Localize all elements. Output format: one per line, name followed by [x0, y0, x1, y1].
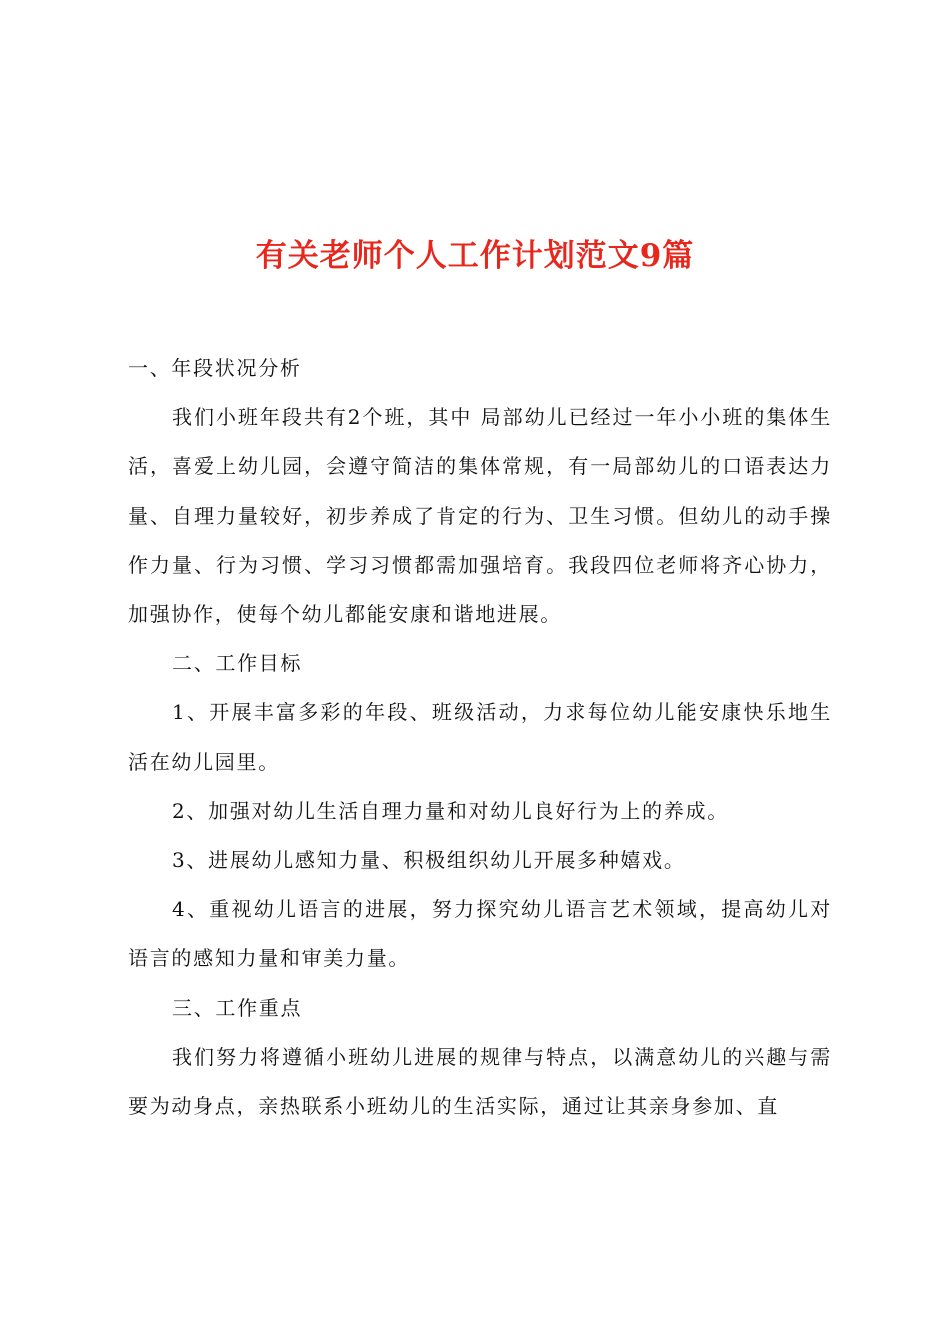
list-item: 1、开展丰富多彩的年段、班级活动，力求每位幼儿能安康快乐地生活在幼儿园里。 — [128, 700, 832, 774]
list-item: 3、进展幼儿感知力量、积极组织幼儿开展多种嬉戏。 — [172, 848, 686, 873]
body-paragraph: 我们小班年段共有2个班，其中 局部幼儿已经过一年小小班的集体生活，喜爱上幼儿园，会遵守简洁的集体常规，有一局部幼儿的口语表达力量、自理力量较好，初步养成了肯定的行为、卫生习惯。但幼儿的动手操作力量、行为习惯、学习习惯都需加强培育。我段四位老师将齐心协力，加强协作，使每个幼儿都能安康和谐地进展。 — [128, 405, 832, 627]
section-heading: 三、工作重点 — [172, 995, 303, 1020]
section-heading: 二、工作目标 — [172, 651, 303, 676]
document-title: 有关老师个人工作计划范文9篇 — [255, 237, 695, 274]
list-item: 2、加强对幼儿生活自理力量和对幼儿良好行为上的养成。 — [172, 798, 729, 823]
document-body — [128, 344, 832, 1131]
section-heading: 一、年段状况分析 — [128, 356, 302, 380]
list-item: 4、重视幼儿语言的进展，努力探究幼儿语言艺术领域，提高幼儿对语言的感知力量和审美力量。 — [128, 897, 832, 971]
body-paragraph: 我们努力将遵循小班幼儿进展的规律与特点，以满意幼儿的兴趣与需要为动身点，亲热联系小班幼儿的生活实际，通过让其亲身参加、直 — [128, 1044, 832, 1119]
